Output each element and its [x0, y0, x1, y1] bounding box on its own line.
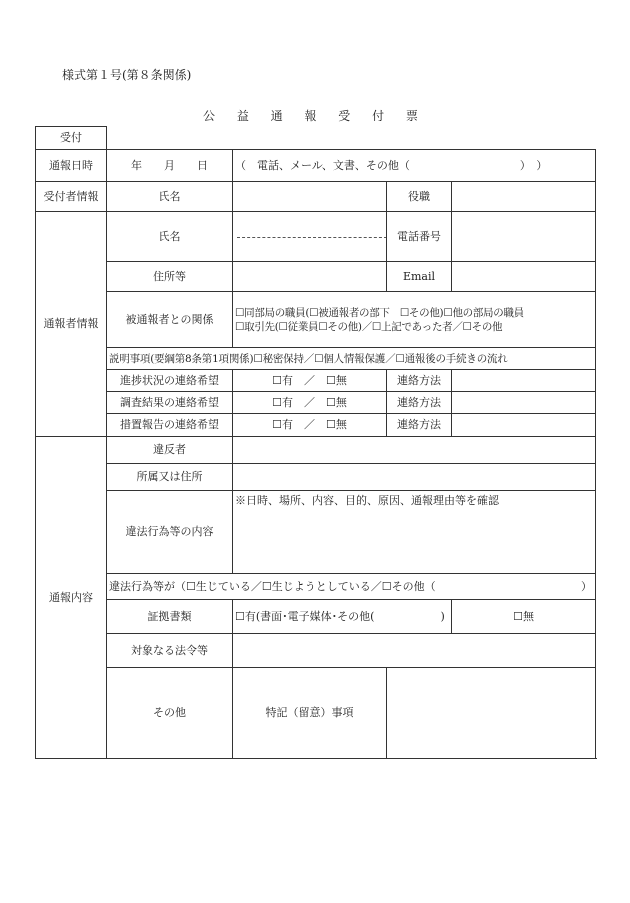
row-evidence	[36, 600, 596, 634]
row-reception	[36, 127, 596, 150]
furigana-divider	[237, 236, 387, 238]
receiver-title-label: 役職	[387, 182, 452, 212]
reporter-phone-field[interactable]	[452, 212, 596, 262]
row-violator	[36, 437, 596, 464]
row-affiliation	[36, 464, 596, 491]
relation-line-2[interactable]: ☐取引先(☐従業員☐その他)／☐上記であった者／☐その他	[235, 320, 503, 333]
result-choice[interactable]: ☐有 ／ ☐無	[233, 392, 387, 414]
report-form-table	[35, 126, 596, 759]
measure-method-label: 連絡方法	[387, 414, 452, 437]
row-measure	[36, 414, 596, 437]
form-title: 公 益 通 報 受 付 票	[203, 109, 427, 123]
measure-label: 措置報告の連絡希望	[107, 414, 233, 437]
reception-blank	[107, 127, 596, 150]
form-number: 様式第１号(第８条関係)	[62, 68, 192, 82]
content-label: 通報内容	[36, 437, 107, 759]
result-label: 調査結果の連絡希望	[107, 392, 233, 414]
illegal-content-note: ※日時、場所、内容、目的、原因、通報理由等を確認	[235, 494, 499, 507]
law-field[interactable]	[233, 634, 596, 668]
receiver-info-label: 受付者情報	[36, 182, 107, 212]
reporter-address-label: 住所等	[107, 262, 233, 292]
row-receiver-info	[36, 182, 596, 212]
reporter-name-field[interactable]	[233, 212, 387, 262]
receiver-name-label: 氏名	[107, 182, 233, 212]
reporter-info-label: 通報者情報	[36, 212, 107, 437]
relation-line-1[interactable]: ☐同部局の職員(☐被通報者の部下 ☐その他)☐他の部局の職員	[235, 306, 524, 319]
row-relation	[36, 292, 596, 348]
result-method-field[interactable]	[452, 392, 596, 414]
row-law	[36, 634, 596, 668]
remarks-field[interactable]	[387, 668, 596, 759]
reporter-email-label: Email	[387, 262, 452, 292]
report-date-value[interactable]: 年 月 日	[107, 150, 233, 182]
reporter-phone-label: 電話番号	[387, 212, 452, 262]
illegal-content-label: 違法行為等の内容	[107, 491, 233, 574]
row-progress	[36, 370, 596, 392]
reporter-address-field[interactable]	[233, 262, 387, 292]
affiliation-field[interactable]	[233, 464, 596, 491]
affiliation-label: 所属又は住所	[107, 464, 233, 491]
explanation-items[interactable]: 説明事項(要綱第8条第1項関係)☐秘密保持／☐個人情報保護／☐通報後の手続きの流れ	[107, 348, 596, 370]
receiver-title-field[interactable]	[452, 182, 596, 212]
row-illegal-content	[36, 491, 596, 574]
row-other	[36, 668, 596, 759]
illegal-content-field[interactable]	[233, 491, 596, 574]
violator-field[interactable]	[233, 437, 596, 464]
report-date-label: 通報日時	[36, 150, 107, 182]
progress-method-field[interactable]	[452, 370, 596, 392]
other-label: その他	[107, 668, 233, 759]
reception-label: 受付	[36, 127, 107, 150]
result-method-label: 連絡方法	[387, 392, 452, 414]
reporter-email-field[interactable]	[452, 262, 596, 292]
illegal-status-text[interactable]: 違法行為等が（☐生じている／☐生じようとしている／☐その他（	[109, 579, 436, 593]
illegal-status-close: ）	[581, 580, 593, 593]
violator-label: 違反者	[107, 437, 233, 464]
row-reporter-address	[36, 262, 596, 292]
report-method[interactable]: （ 電話、メール、文書、その他（ ） ）	[233, 150, 596, 182]
row-illegal-status	[36, 574, 596, 600]
reporter-name-label: 氏名	[107, 212, 233, 262]
measure-method-field[interactable]	[452, 414, 596, 437]
evidence-yes[interactable]: ☐有(書面･電子媒体･その他( )	[233, 600, 452, 634]
relation-options[interactable]	[233, 292, 596, 348]
progress-label: 進捗状況の連絡希望	[107, 370, 233, 392]
relation-label: 被通報者との関係	[107, 292, 233, 348]
evidence-no[interactable]: ☐無	[452, 600, 596, 634]
evidence-label: 証拠書類	[107, 600, 233, 634]
row-result	[36, 392, 596, 414]
row-reporter-name	[36, 212, 596, 262]
measure-choice[interactable]: ☐有 ／ ☐無	[233, 414, 387, 437]
progress-method-label: 連絡方法	[387, 370, 452, 392]
row-explanation	[36, 348, 596, 370]
receiver-name-field[interactable]	[233, 182, 387, 212]
progress-choice[interactable]: ☐有 ／ ☐無	[233, 370, 387, 392]
law-label: 対象なる法令等	[107, 634, 233, 668]
row-report-date	[36, 150, 596, 182]
remarks-label: 特記（留意）事項	[233, 668, 387, 759]
illegal-status-field[interactable]	[107, 574, 596, 600]
